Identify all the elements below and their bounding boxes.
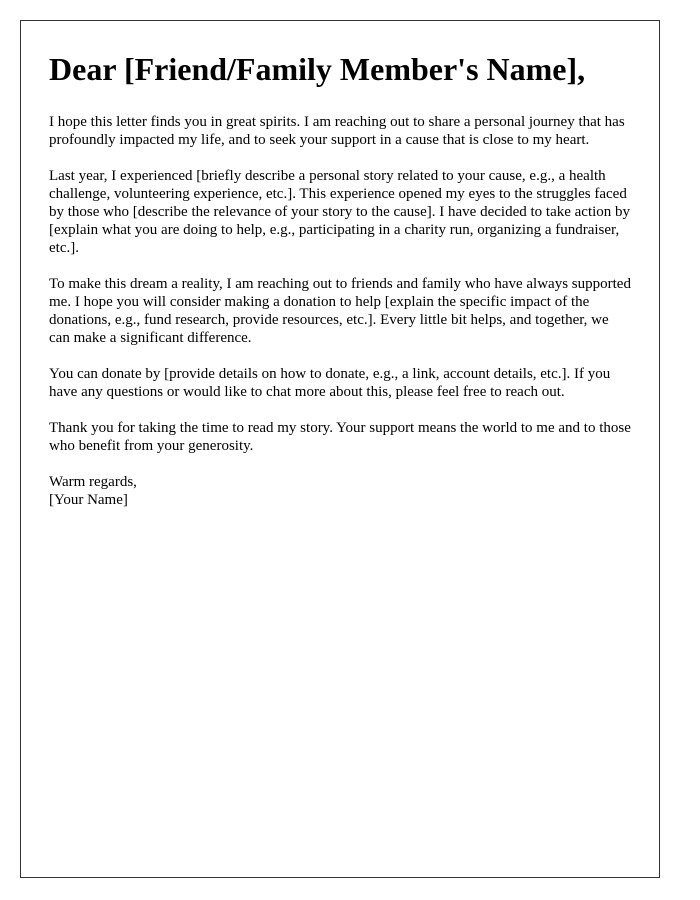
paragraph-donate: You can donate by [provide details on how to donate, e.g., a link, account details, etc.]. If you have any questions or would like to chat more about this, please feel free to reach out. <box>49 366 611 400</box>
letter-signature: [Your Name] <box>49 492 128 508</box>
letter-closing: Warm regards, <box>49 474 137 490</box>
paragraph-thanks: Thank you for taking the time to read my story. Your support means the world to me and to those who benefit from your generosity. <box>49 420 631 454</box>
paragraph-story: Last year, I experienced [briefly describe a personal story related to your cause, e.g., a health challenge, volunteering experience, etc.]. This experience opened my eyes to the struggles faced by those who [describe the relevance of your story to the cause]. I have decided to take action by [explain what you are doing to help, e.g., participating in a charity run, organizing a fundraiser, etc.]. <box>49 168 631 256</box>
paragraph-intro: I hope this letter finds you in great spirits. I am reaching out to share a personal journey that has profoundly impacted my life, and to seek your support in a cause that is close to my heart. <box>49 114 625 148</box>
letter-closing-block <box>49 473 631 509</box>
letter-greeting: Dear [Friend/Family Member's Name], <box>49 51 586 87</box>
letter-page <box>20 20 660 878</box>
paragraph-request: To make this dream a reality, I am reaching out to friends and family who have always supported me. I hope you will consider making a donation to help [explain the specific impact of the donations, e.g., fund research, provide resources, etc.]. Every little bit helps, and together, we can make a significant difference. <box>49 276 631 346</box>
